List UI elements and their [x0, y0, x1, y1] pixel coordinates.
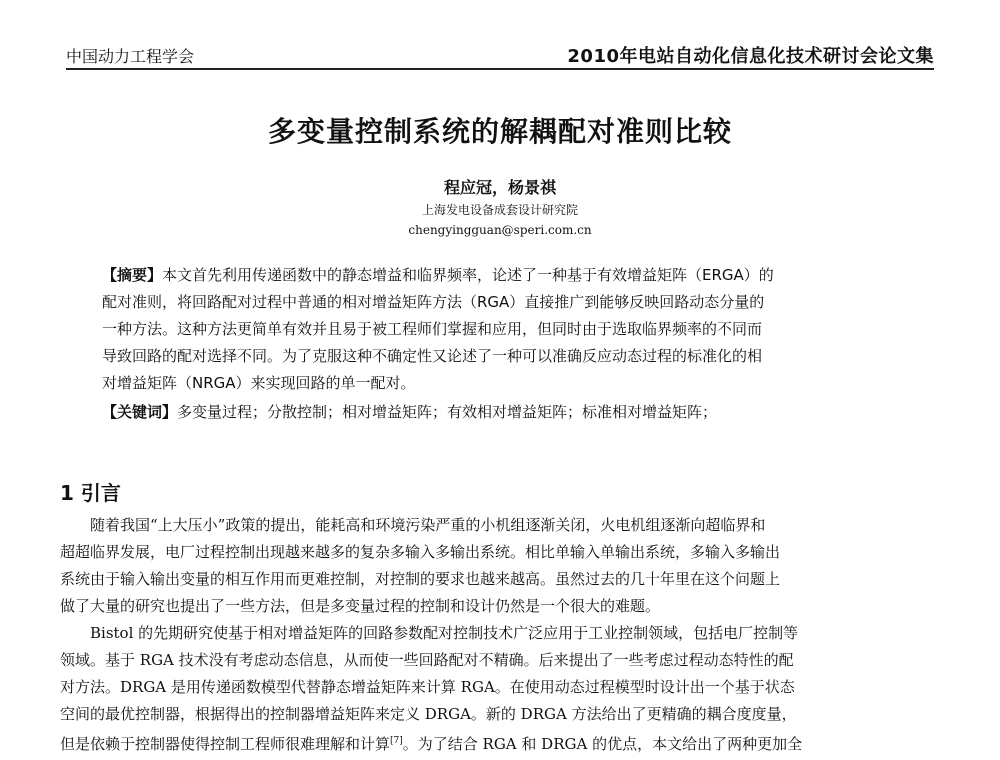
body-text: [60, 512, 940, 755]
paper-affiliation: 上海发电设备成套设计研究院: [421, 203, 578, 217]
keywords-text: 多变量过程；分散控制；相对增益矩阵；有效相对增益矩阵；标准相对增益矩阵；: [177, 403, 718, 421]
section-heading: 1 引言: [60, 481, 121, 505]
paper-authors: 程应冠，杨景祺: [443, 178, 556, 197]
body-line: 空间的最优控制器，根据得出的控制器增益矩阵来定义 DRGA。新的 DRGA 方法给出了更精确的耦合度度量，: [60, 705, 797, 723]
body-line: 超超临界发展，电厂过程控制出现越来越多的复杂多输入多输出系统。相比单输入单输出系统，多输入多输出: [60, 543, 781, 561]
abstract-line: 一种方法。这种方法更简单有效并且易于被工程师们掌握和应用，但同时由于选取临界频率的不同而: [102, 320, 763, 338]
header-rule: [66, 68, 934, 70]
keywords-label: 【关键词】: [102, 403, 178, 421]
header-society: 中国动力工程学会: [66, 47, 195, 66]
abstract-line: 导致回路的配对选择不同。为了克服这种不确定性又论述了一种可以准确反应动态过程的标准化的相: [102, 347, 763, 365]
paper-email: chengyingguan@speri.com.cn: [408, 223, 592, 237]
body-line: 领域。基于 RGA 技术没有考虑动态信息，从而使一些回路配对不精确。后来提出了一些考虑过程动态特性的配: [60, 651, 794, 669]
citation-ref: [7]: [390, 736, 403, 746]
abstract-label: 【摘要】: [102, 266, 163, 284]
body-line: 系统由于输入输出变量的相互作用而更难控制，对控制的要求也越来越高。虽然过去的几十年里在这个问题上: [60, 570, 781, 588]
abstract-block: [102, 262, 902, 397]
paper-title: 多变量控制系统的解耦配对准则比较: [267, 115, 732, 148]
keywords-line: [102, 399, 902, 426]
body-line: 做了大量的研究也提出了一些方法，但是多变量过程的控制和设计仍然是一个很大的难题。: [60, 597, 661, 615]
abstract-line: 配对准则，将回路配对过程中普通的相对增益矩阵方法（RGA）直接推广到能够反映回路动态分量的: [102, 293, 765, 311]
body-line: 对方法。DRGA 是用传递函数模型代替静态增益矩阵来计算 RGA。在使用动态过程模型时设计出一个基于状态: [60, 678, 795, 696]
header-proceedings: 2010年电站自动化信息化技术研讨会论文集: [567, 46, 934, 67]
body-line: 但是依赖于控制器使得控制工程师很难理解和计算[7]。为了结合 RGA 和 DRGA 的优点，本文给出了两种更加全: [60, 735, 803, 753]
body-line: 随着我国“上大压小”政策的提出，能耗高和环境污染严重的小机组逐渐关闭，火电机组逐渐向超临界和: [90, 516, 766, 534]
body-line: Bistol 的先期研究使基于相对增益矩阵的回路参数配对控制技术广泛应用于工业控制领域，包括电厂控制等: [90, 624, 799, 642]
abstract-line: 【摘要】本文首先利用传递函数中的静态增益和临界频率，论述了一种基于有效增益矩阵（ERGA）的: [102, 266, 774, 284]
abstract-line: 对增益矩阵（NRGA）来实现回路的单一配对。: [102, 374, 416, 392]
